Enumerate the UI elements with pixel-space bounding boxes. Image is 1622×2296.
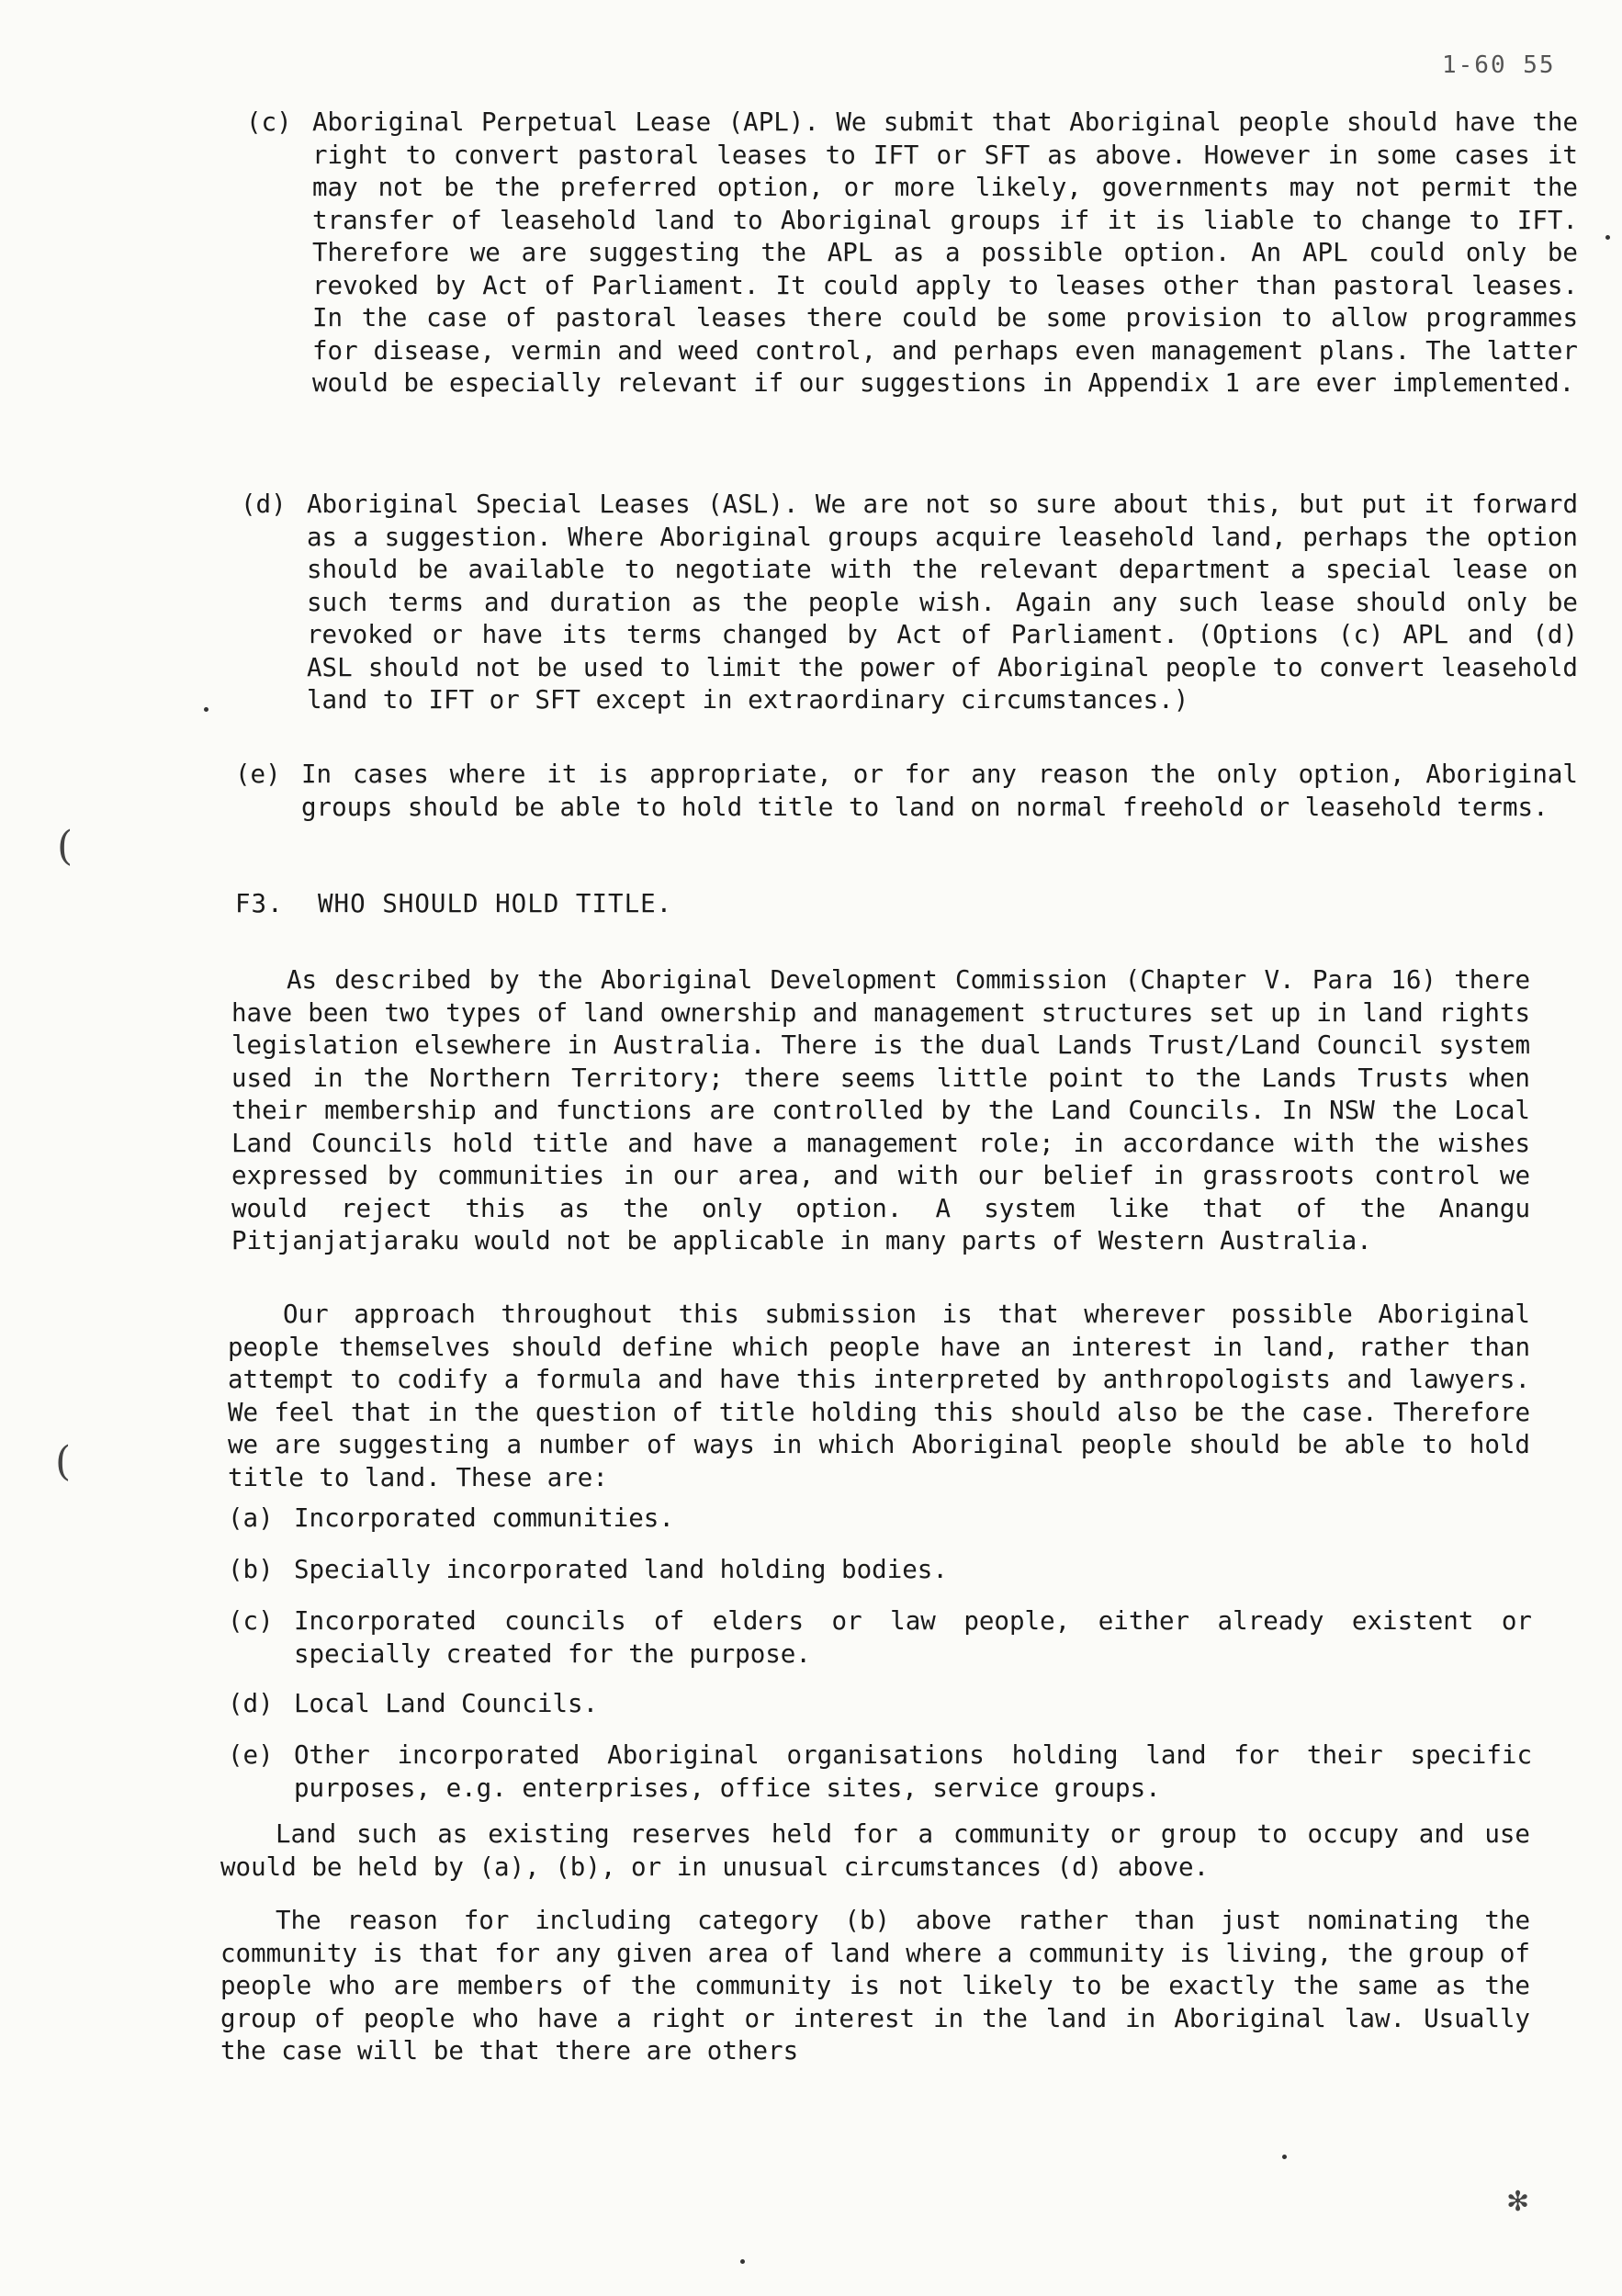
list-item-d-asl bbox=[241, 489, 1578, 717]
scan-speck bbox=[1605, 235, 1610, 240]
item-label: (c) bbox=[246, 107, 292, 137]
item-text: Aboriginal Perpetual Lease (APL). We submit that Aboriginal people should have the right to convert pastoral leases to IFT or SFT as above. However in some cases it may not be the preferred option, or more likely, governments may not permit the transfer of leasehold land to Aboriginal groups if it is liable to change to IFT. Therefore we are suggesting the APL as a possible option. An APL could only be revoked by Act of Parliament. It could apply to leases other than pastoral leases. In the case of pastoral leases there could be some provision to allow programmes for disease, vermin and weed control, and perhaps even management plans. The latter would be especially relevant if our suggestions in Appendix 1 are ever implemented. bbox=[312, 107, 1578, 398]
item-label: (b) bbox=[228, 1555, 274, 1584]
scan-speck bbox=[740, 2259, 745, 2264]
item-label: (a) bbox=[228, 1503, 274, 1533]
item-label: (c) bbox=[228, 1606, 274, 1636]
item-label: (e) bbox=[235, 760, 281, 789]
list-item-a-communities bbox=[228, 1503, 1532, 1536]
paragraph-approach: Our approach throughout this submission is that wherever possible Aboriginal people themselves should define which people have an interest in land, rather than attempt to codify a formula and have this interpreted by anthropologists and lawyers. We feel that in the question of title holding this should also be the case. Therefore we are suggesting a number of ways in which Aboriginal people should be able to hold title to land. These are: bbox=[228, 1300, 1530, 1492]
item-text: Incorporated communities. bbox=[294, 1503, 674, 1533]
item-text: Other incorporated Aboriginal organisations holding land for their specific purposes, e.g. enterprises, office sites, service groups. bbox=[294, 1740, 1532, 1803]
item-text: Local Land Councils. bbox=[294, 1689, 599, 1718]
paragraph-category-b: The reason for including category (b) above rather than just nominating the community is that for any given area of land where a community is living, the group of people who are members of the community is not likely to be exactly the same as the group of people who have a right or interest in the land in Aboriginal law. Usually the case will be that there are others bbox=[220, 1906, 1530, 2065]
item-text: Incorporated councils of elders or law people, either already existent or specially created for the purpose. bbox=[294, 1606, 1532, 1669]
page-number: 1-60 55 bbox=[1442, 51, 1556, 79]
scan-speck bbox=[204, 707, 208, 712]
section-title: WHO SHOULD HOLD TITLE. bbox=[318, 889, 673, 918]
stamp-mark: ✻ bbox=[1506, 2186, 1530, 2218]
list-item-e-freehold bbox=[235, 759, 1578, 824]
margin-bracket-mark: ( bbox=[55, 1438, 72, 1485]
item-label: (d) bbox=[241, 490, 287, 519]
list-item-c-apl bbox=[246, 107, 1578, 400]
item-label: (d) bbox=[228, 1689, 274, 1718]
section-heading bbox=[235, 889, 672, 918]
item-label: (e) bbox=[228, 1740, 274, 1770]
item-text: Specially incorporated land holding bodies. bbox=[294, 1555, 948, 1584]
list-item-b-land-bodies bbox=[228, 1554, 1532, 1587]
paragraph-adc: As described by the Aboriginal Development Commission (Chapter V. Para 16) there have been two types of land ownership and management structures set up in land rights legislation elsewhere in Australia. There is the dual Lands Trust/Land Council system used in the Northern Territory; there seems little point to the Lands Trusts when their membership and functions are controlled by the Land Councils. In NSW the Local Land Councils hold title and have a management role; in accordance with the wishes expressed by communities in our area, and with our belief in grassroots control we would reject this as the only option. A system like that of the Anangu Pitjanjatjaraku would not be applicable in many parts of Western Australia. bbox=[231, 965, 1530, 1255]
section-number: F3. bbox=[235, 889, 284, 918]
list-item-c-elders bbox=[228, 1605, 1532, 1671]
list-item-d-local-councils bbox=[228, 1688, 1532, 1721]
margin-bracket-mark: ( bbox=[57, 823, 73, 870]
paragraph-reserves: Land such as existing reserves held for a community or group to occupy and use would be held by (a), (b), or in unusual circumstances (d) above. bbox=[220, 1819, 1530, 1882]
item-text: Aboriginal Special Leases (ASL). We are not so sure about this, but put it forward as a suggestion. Where Aboriginal groups acquire leasehold land, perhaps the option should be available to negotiate with the relevant department a special lease on such terms and duration as the people wish. Again any such lease should only be revoked or have its terms changed by Act of Parliament. (Options (c) APL and (d) ASL should not be used to limit the power of Aboriginal people to convert leasehold land to IFT or SFT except in extraordinary circumstances.) bbox=[307, 490, 1578, 715]
list-item-e-other-orgs bbox=[228, 1739, 1532, 1805]
item-text: In cases where it is appropriate, or for any reason the only option, Aboriginal groups should be able to hold title to land on normal freehold or leasehold terms. bbox=[301, 760, 1578, 822]
scan-speck bbox=[1282, 2155, 1287, 2159]
